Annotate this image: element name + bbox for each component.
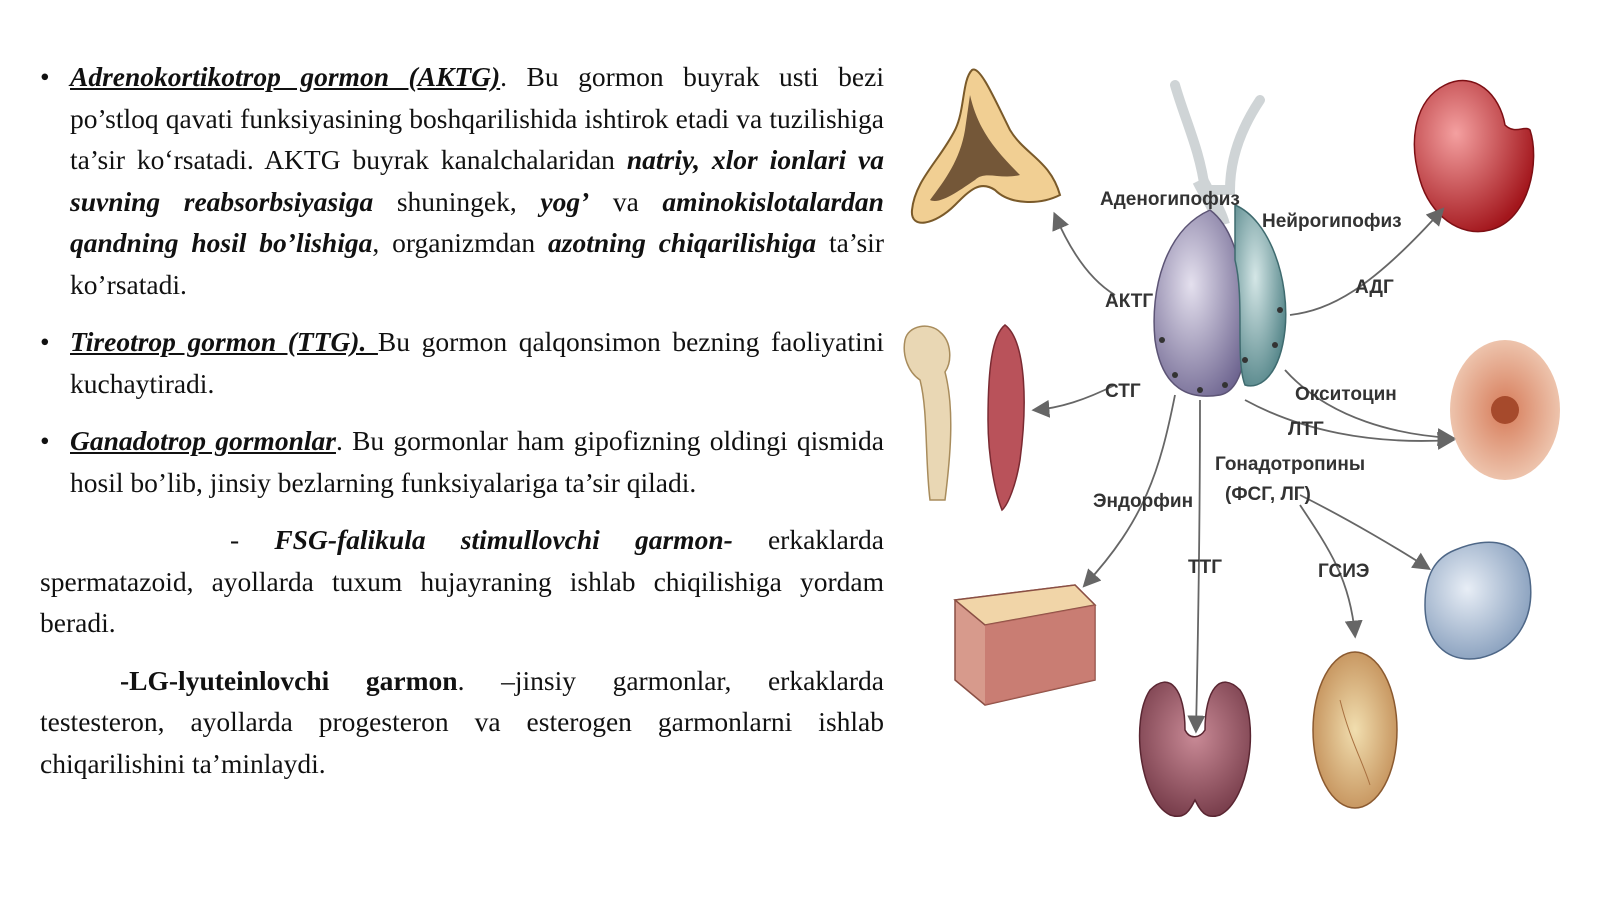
label-gsie: ГСИЭ — [1318, 561, 1370, 582]
aktg-bold-2: yog’ — [540, 185, 590, 217]
lg-term: -LG-lyuteinlovchi garmon — [120, 664, 458, 696]
aktg-text-5: ta’sir ko’rsatadi. — [70, 227, 884, 300]
lg-text: . –jinsiy garmonlar, erkaklarda testesteron, ayollarda progesteron va esterogen garmonlarni ishlab chiqarilishini ta’minlaydi. — [40, 664, 884, 779]
fsg-prefix: - — [230, 524, 275, 555]
gonadotropins-text: . Bu gormonlar ham gipofizning oldingi qismida hosil bo’lib, jinsiy bezlarning funksiyalariga ta’sir qiladi. — [70, 425, 884, 498]
bullet-aktg — [40, 56, 884, 305]
label-fsg-lg: (ФСГ, ЛГ) — [1225, 484, 1311, 505]
aktg-text-3: va — [589, 185, 663, 217]
label-ltg: ЛТГ — [1288, 419, 1324, 440]
bullet-ttg — [40, 321, 884, 404]
label-adenohypophysis: Аденогипофиз — [1100, 189, 1240, 210]
ovary — [1425, 542, 1531, 659]
aktg-bold-4: azotning chiqarilishiga — [548, 227, 817, 258]
text-column — [40, 56, 884, 784]
kidney — [1414, 81, 1533, 232]
pituitary-hormones-figure — [900, 40, 1590, 890]
fsg-paragraph — [40, 519, 884, 644]
label-gonadotropins: Гонадотропины — [1215, 454, 1366, 475]
bullet-gonadotropins — [40, 420, 884, 503]
label-ttg: ТТГ — [1188, 557, 1222, 578]
label-neurohypophysis: Нейрогипофиз — [1262, 211, 1402, 232]
aktg-text-1: . Bu gormon buyrak usti bezi po’stloq qavati funksiyasining boshqarilishida ishtirok etadi va tuzilishiga ta’sir ko‘rsatadi. AKTG buyrak kanalchalaridan — [70, 61, 884, 175]
label-adg: АДГ — [1355, 277, 1394, 298]
label-actg: АКТГ — [1105, 291, 1154, 312]
term-aktg: Adrenokortikotrop gormon (AKTG) — [70, 61, 501, 92]
muscle — [988, 325, 1024, 510]
ttg-text: Bu gormon qalqonsimon bezning faoliyatini kuchaytiradi. — [70, 326, 885, 399]
term-ttg: Tireotrop gormon (TTG). — [70, 326, 378, 357]
aktg-text-2: shuningek, — [373, 185, 541, 217]
label-stg: СТГ — [1105, 381, 1141, 402]
fsg-text: erkaklarda spermatazoid, ayollarda tuxum hujayraning ishlab chiqilishiga yordam beradi. — [40, 524, 884, 638]
aktg-bold-3: aminokislotalardan qandning hosil bo’lishiga — [70, 185, 884, 258]
label-endorphin: Эндорфин — [1093, 491, 1194, 512]
aktg-text-4: , organizmdan — [372, 227, 549, 258]
aktg-bold-1: natriy, xlor ionlari va suvning reabsorbsiyasiga — [70, 144, 885, 217]
testis — [1313, 652, 1397, 808]
lg-paragraph — [40, 660, 884, 785]
bone — [904, 326, 951, 500]
thyroid-gland — [1140, 682, 1251, 816]
term-gonadotropins: Ganadotrop gormonlar — [70, 425, 336, 456]
skin-block — [955, 585, 1095, 705]
fsg-term: FSG-falikula stimullovchi garmon- — [274, 524, 733, 555]
label-oxytocin: Окситоцин — [1295, 384, 1397, 405]
adenohypophysis — [1154, 210, 1247, 396]
